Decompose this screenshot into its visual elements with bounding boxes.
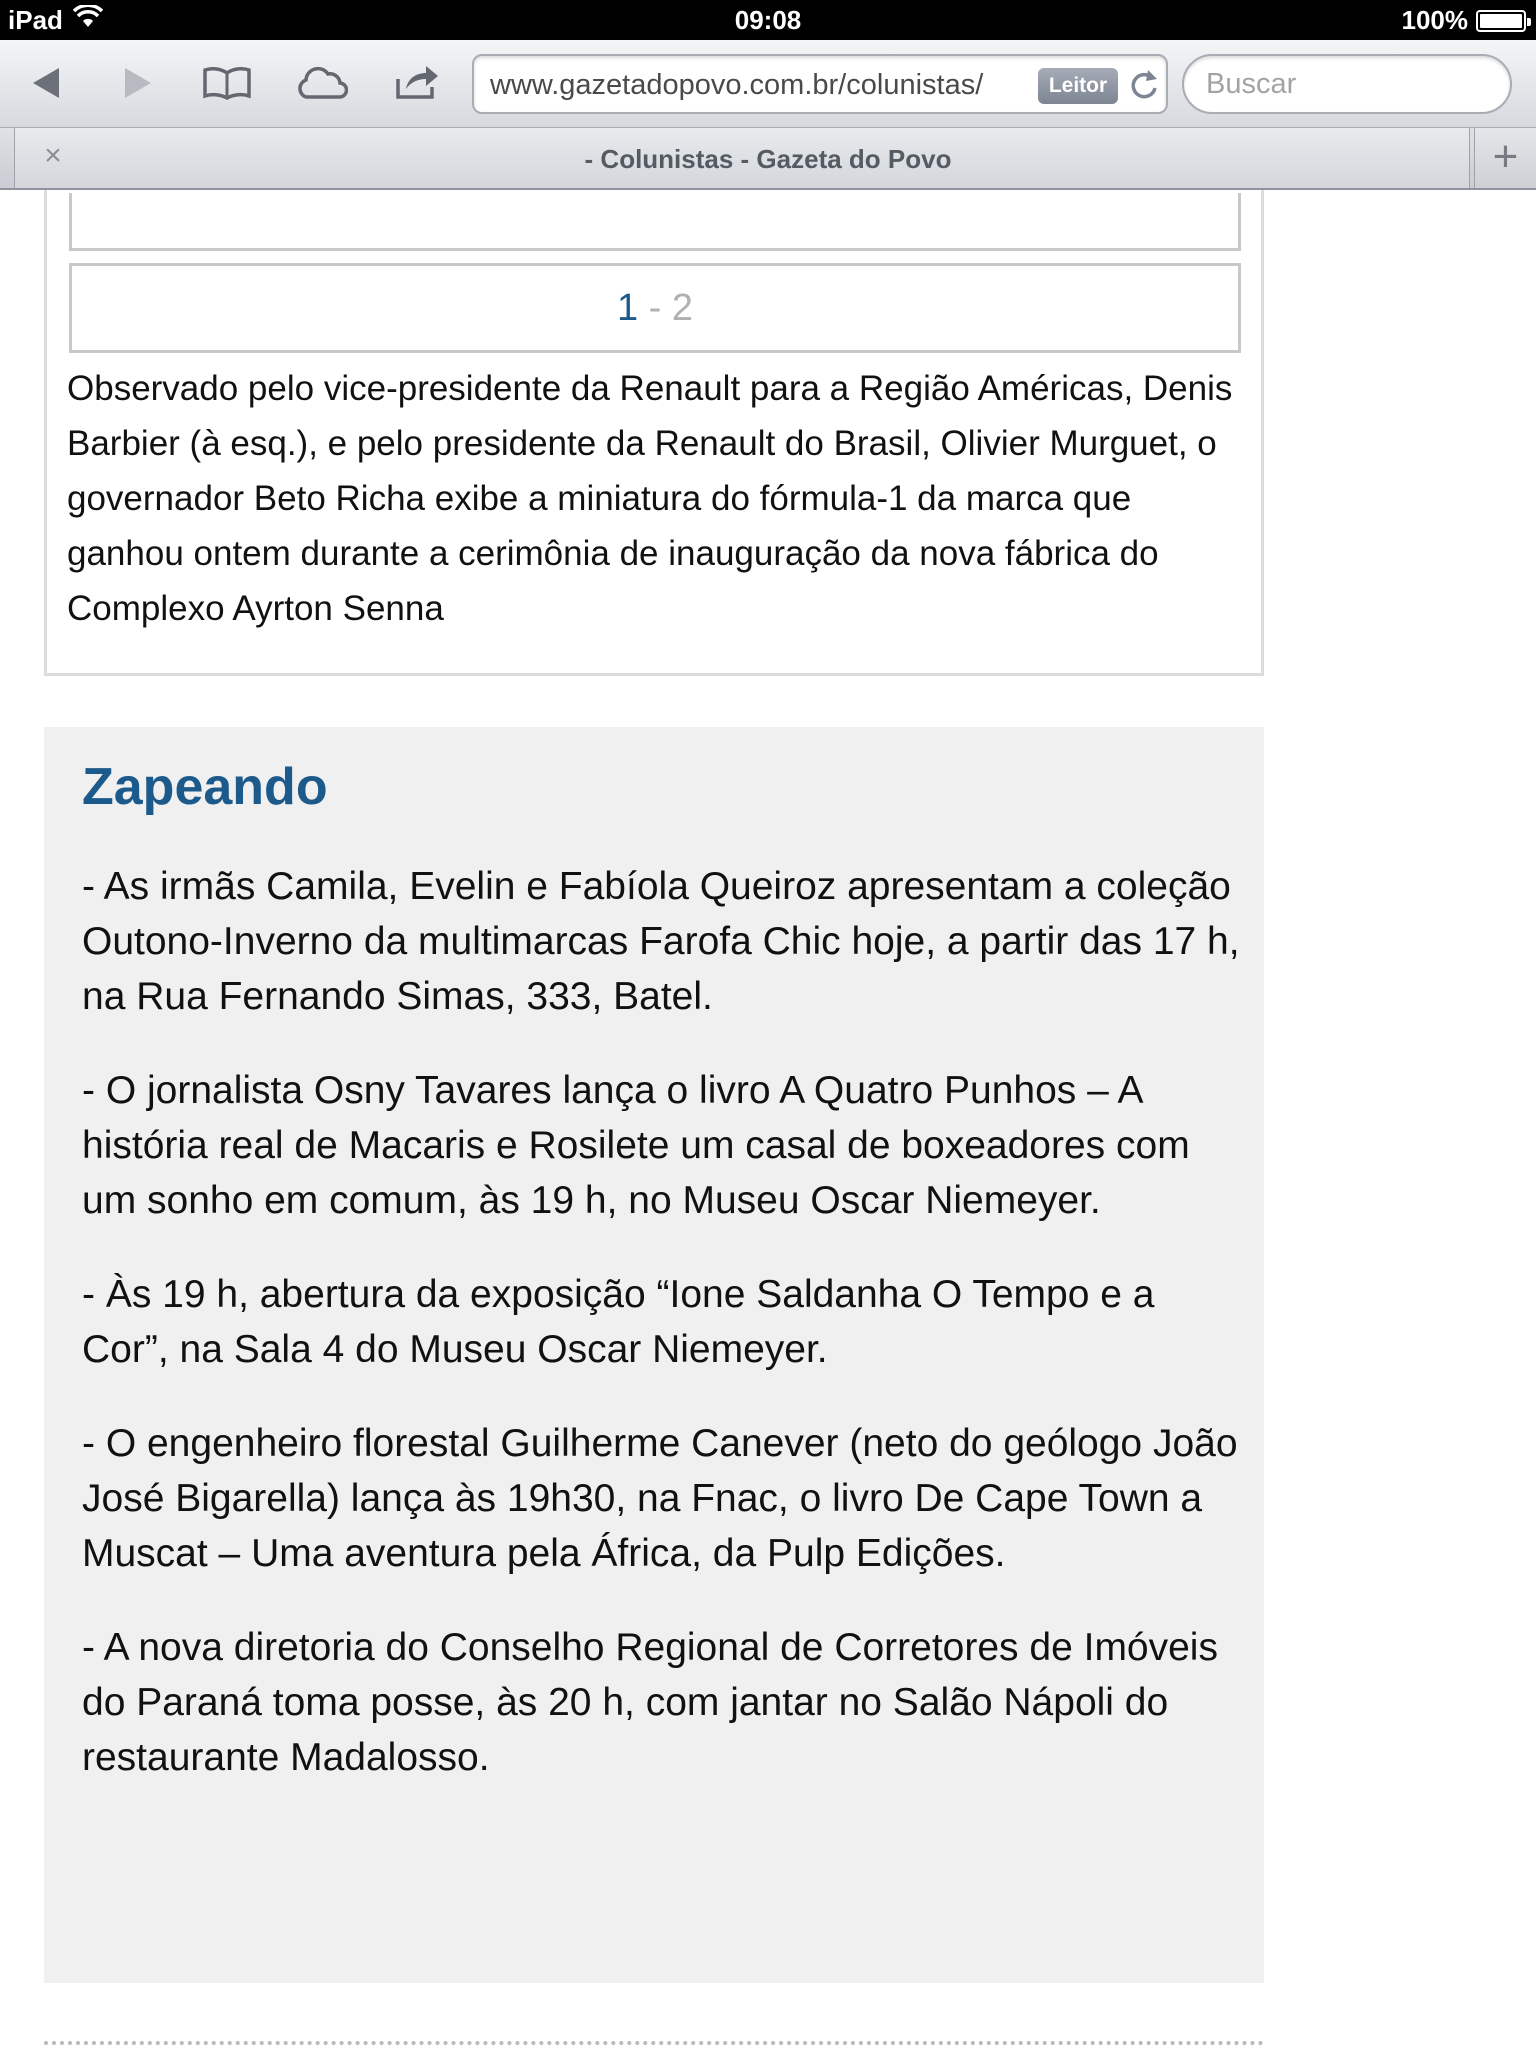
browser-toolbar: [0, 40, 1536, 128]
back-arrow-icon[interactable]: [20, 58, 74, 108]
battery-icon: [1476, 10, 1526, 32]
battery-percent: 100%: [1401, 5, 1468, 35]
dotted-divider: [44, 2041, 1264, 2045]
address-bar[interactable]: [472, 54, 1168, 114]
zapeando-list: [82, 859, 1242, 1824]
photo-gallery-box: [44, 190, 1264, 676]
web-page[interactable]: [0, 190, 1536, 2048]
gallery-pager: [69, 263, 1241, 353]
search-input[interactable]: [1206, 68, 1496, 101]
zapeando-title: Zapeando: [82, 758, 328, 816]
reload-icon[interactable]: [1126, 66, 1162, 102]
url-text[interactable]: www.gazetadopovo.com.br/colunistas/: [490, 69, 984, 101]
zapeando-item: - As irmãs Camila, Evelin e Fabíola Queiroz apresentam a coleção Outono-Inverno da multimarcas Farofa Chic hoje, a partir das 17 h, na Rua Fernando Simas, 333, Batel.: [82, 865, 1240, 1018]
zapeando-item: - A nova diretoria do Conselho Regional de Corretores de Imóveis do Paraná toma posse, às 20 h, com jantar no Salão Nápoli do restaurante Madalosso.: [82, 1626, 1218, 1779]
pager-separator: -: [638, 287, 672, 329]
status-time: 09:08: [734, 5, 802, 35]
battery-fill: [1480, 14, 1522, 28]
new-tab-plus-icon[interactable]: +: [1474, 128, 1536, 188]
forward-arrow-icon[interactable]: [110, 58, 164, 108]
reader-button[interactable]: Leitor: [1038, 68, 1118, 104]
photo-caption: Observado pelo vice-presidente da Renault para a Região Américas, Denis Barbier (à esq.), e pelo presidente da Renault do Brasil, Olivier Murguet, o governador Beto Richa exibe a miniatura do fórmula-1 da marca que ganhou ontem durante a cerimônia de inauguração da nova fábrica do Complexo Ayrton Senna: [67, 369, 1233, 628]
bookmarks-book-icon[interactable]: [200, 58, 254, 108]
zapeando-item: - O jornalista Osny Tavares lança o livro A Quatro Punhos – A história real de Macaris e Rosilete um casal de boxeadores com um sonho em comum, às 19 h, no Museu Oscar Niemeyer.: [82, 1069, 1190, 1222]
status-right: [1402, 5, 1527, 36]
tab-title[interactable]: - Colunistas - Gazeta do Povo: [584, 144, 952, 174]
zapeando-item: - O engenheiro florestal Guilherme Canever (neto do geólogo João José Bigarella) lança às 19h30, na Fnac, o livro De Cape Town a Muscat – Uma aventura pela África, da Pulp Edições.: [82, 1422, 1238, 1575]
device-label: iPad: [8, 5, 63, 35]
status-bar: [0, 0, 1536, 40]
photo-frame: [69, 193, 1241, 251]
icloud-tabs-icon[interactable]: [294, 58, 348, 108]
close-tab-icon[interactable]: ×: [44, 139, 62, 172]
pager-current[interactable]: 1: [616, 287, 639, 329]
zapeando-box: [44, 727, 1264, 1983]
share-icon[interactable]: [390, 58, 444, 108]
tab-bar: [0, 128, 1536, 190]
search-field[interactable]: [1182, 54, 1512, 114]
pager-next[interactable]: 2: [671, 287, 694, 329]
zapeando-item: - Às 19 h, abertura da exposição “Ione Saldanha O Tempo e a Cor”, na Sala 4 do Museu Oscar Niemeyer.: [82, 1273, 1155, 1371]
